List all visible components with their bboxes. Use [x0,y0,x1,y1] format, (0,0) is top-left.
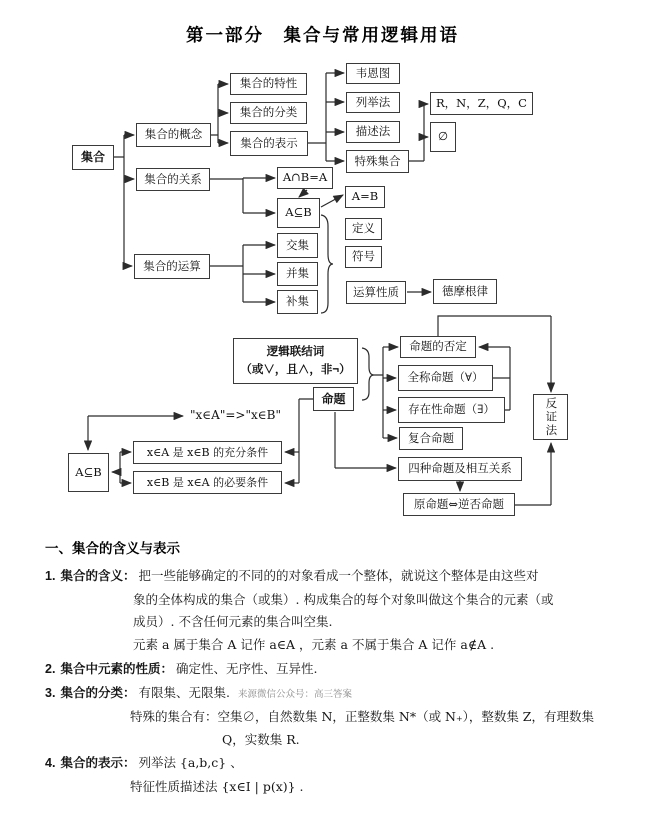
item-3-label: 集合的分类： [60,686,136,700]
node-set-classification: 集合的分类 [230,102,307,124]
node-set: 集合 [72,145,114,170]
brace-connectives [362,348,374,400]
note-item-4 [45,753,243,771]
node-compound-proposition: 复合命题 [399,427,463,450]
node-necessary-condition: x∈B 是 x∈A 的必要条件 [133,471,282,494]
node-set-equality: A=B [345,186,385,208]
item-2-text: 确定性、无序性、互异性. [175,661,318,676]
note-item-1-cont-3: 元素 a 属于集合 A 记作 a∈A ，元素 a 不属于集合 A 记作 a∉A . [133,637,495,652]
node-enumeration-method: 列举法 [346,92,400,113]
node-set-relations: 集合的关系 [136,168,210,191]
item-2-number: 2. [45,662,56,676]
node-intersection-identity: A∩B=A [277,167,333,189]
node-universal-proposition: 全称命题（∀） [398,365,493,391]
node-subset: A⊆B [277,198,320,228]
item-3-number: 3. [45,686,56,700]
node-empty-set: ∅ [430,122,456,152]
item-1-number: 1. [45,569,56,583]
note-item-3-cont-2: Q，实数集 R. [222,732,300,747]
page-title: 第一部分 集合与常用逻辑用语 [186,25,459,45]
brace-set-operations [321,215,333,313]
node-number-sets: R，N，Z，Q，C [430,92,533,115]
note-item-1 [45,566,538,584]
item-4-label: 集合的表示： [60,756,136,770]
source-watermark: 来源微信公众号：高三答案 [237,689,352,700]
node-logical-connectives [233,338,358,384]
node-de-morgan-law: 德摩根律 [433,279,497,304]
section-heading: 一、集合的含义与表示 [45,541,180,556]
item-2-label: 集合中元素的性质： [60,662,173,676]
node-proposition: 命题 [313,387,354,411]
note-item-3-cont-1: 特殊的集合有：空集∅，自然数集 N，正整数集 N*（或 N₊），整数集 Z，有理数集 [130,709,594,724]
node-four-propositions: 四种命题及相互关系 [398,457,522,481]
node-set-operations: 集合的运算 [134,254,210,279]
note-item-4-cont-1: 特征性质描述法 {x∈I | p(x)} . [130,779,304,794]
node-subset-2: A⊆B [68,453,109,492]
node-definition: 定义 [345,218,382,240]
note-item-1-cont-1: 象的全体构成的集合（或集）. 构成集合的每个对象叫做这个集合的元素（或 [133,592,554,607]
node-venn-diagram: 韦恩图 [346,63,400,84]
node-special-sets: 特殊集合 [346,150,409,173]
node-notation: 符号 [345,246,382,268]
note-item-3 [45,683,352,701]
item-4-number: 4. [45,756,56,770]
note-item-1-cont-2: 成员）. 不含任何元素的集合叫空集. [133,614,333,629]
node-description-method: 描述法 [346,121,400,143]
item-3-text: 有限集、无限集. [138,685,230,700]
item-4-text: 列举法 {a,b,c} 、 [138,755,243,770]
node-complement: 补集 [277,290,318,314]
logical-connectives-symbols: （或∨，且∧，非¬） [240,364,351,376]
node-intersection: 交集 [277,233,318,258]
label-implication: "x∈A"=>"x∈B" [190,408,281,422]
node-sufficient-condition: x∈A 是 x∈B 的充分条件 [133,441,282,464]
item-1-text: 把一些能够确定的不同的的对象看成一个整体，就说这个整体是由这些对 [138,568,539,583]
node-set-concept: 集合的概念 [136,123,211,147]
node-set-representation: 集合的表示 [230,131,308,156]
node-contrapositive-equivalence: 原命题⇔逆否命题 [403,493,515,516]
node-operation-properties: 运算性质 [346,281,406,304]
node-union: 并集 [277,262,318,286]
node-existential-proposition: 存在性命题（∃） [398,397,505,423]
node-set-properties: 集合的特性 [230,73,307,95]
note-item-2 [45,659,317,677]
item-1-label: 集合的含义： [60,569,136,583]
node-proposition-negation: 命题的否定 [400,336,476,358]
node-proof-by-contradiction: 反证法 [533,394,568,440]
logical-connectives-title: 逻辑联结词 [266,345,325,358]
